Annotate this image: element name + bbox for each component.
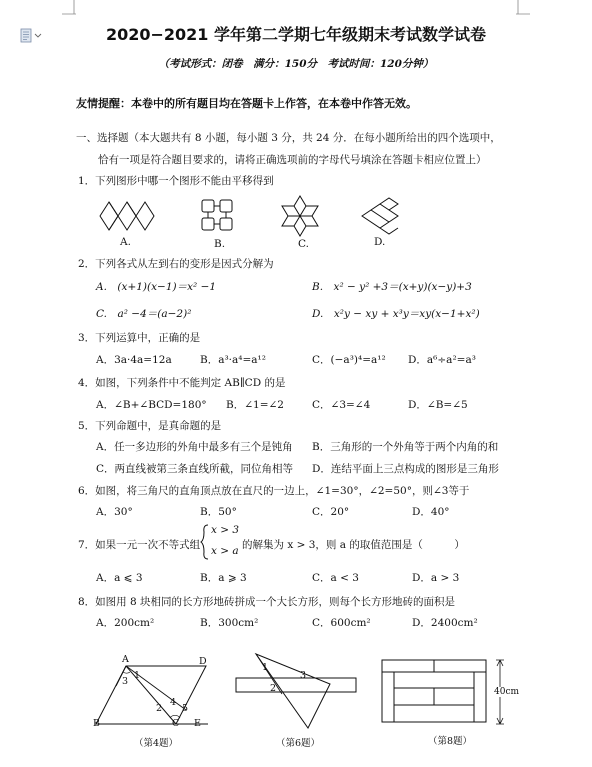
exam-info: （考试形式：闭卷 满分：150分 考试时间：120分钟） bbox=[158, 58, 434, 70]
q3-option-a: A．3a·4a=12a bbox=[96, 354, 172, 366]
fig4-caption: （第4题） bbox=[134, 738, 179, 749]
q7-option-a: A．a ⩽ 3 bbox=[96, 572, 143, 584]
q1-option-a: A. bbox=[120, 236, 131, 248]
fig4-label-3: 3 bbox=[122, 676, 129, 687]
q1-option-c: C. bbox=[298, 238, 309, 250]
section-instructions-line2: 恰有一项是符合题目要求的，请将正确选项前的字母代号填涂在答题卡相应位置上） bbox=[98, 154, 487, 166]
question-1-figures bbox=[96, 196, 556, 236]
crop-mark-top-left bbox=[62, 0, 76, 14]
friendly-reminder: 友情提醒：本卷中的所有题目均在答题卡上作答，在本卷中作答无效。 bbox=[76, 97, 417, 110]
q7-option-b: B．a ⩾ 3 bbox=[200, 572, 247, 584]
q7-option-d: D．a > 3 bbox=[412, 572, 460, 584]
page-title: 2020−2021 学年第二学期七年级期末考试数学试卷 bbox=[105, 25, 487, 44]
q3-option-d: D．a⁶÷a²=a³ bbox=[408, 354, 476, 366]
fig4-label-c: C bbox=[172, 718, 180, 729]
q6-option-a: A．30° bbox=[96, 506, 133, 518]
fig8-dimension-label: 40cm bbox=[494, 687, 520, 697]
figure-8-diagram bbox=[380, 658, 492, 726]
q5-option-c: C．两直线被第三条直线所截，同位角相等 bbox=[96, 463, 294, 475]
q6-option-b: B．50° bbox=[200, 506, 237, 518]
q2-option-b: B. x² − y² +3＝(x+y)(x−y)+3 bbox=[312, 281, 472, 293]
fig4-label-1: 1 bbox=[134, 670, 141, 681]
q8-option-c: C．600cm² bbox=[312, 617, 371, 629]
figure-a-rhombus-chain bbox=[100, 202, 154, 230]
q2-option-c: C. a² −4＝(a−2)² bbox=[96, 308, 192, 320]
figure-c-star bbox=[282, 196, 318, 236]
figure-d-rhombus-cluster bbox=[362, 198, 398, 234]
q5-option-d: D．连结平面上三点构成的图形是三角形 bbox=[312, 463, 499, 475]
question-3-stem: 3．下列运算中，正确的是 bbox=[78, 332, 201, 344]
q7-option-c: C．a < 3 bbox=[312, 572, 359, 584]
figure-b-four-squares bbox=[202, 200, 232, 230]
q2-option-a: A. (x+1)(x−1)＝x² −1 bbox=[96, 281, 217, 293]
q7-system-line1: x > 3 bbox=[211, 524, 240, 536]
fig4-label-b: B bbox=[93, 718, 100, 729]
fig4-label-e: E bbox=[194, 718, 201, 729]
fig6-label-2: 2 bbox=[270, 683, 277, 694]
q4-option-c: C．∠3=∠4 bbox=[312, 399, 371, 411]
fig6-label-3: 3 bbox=[300, 670, 307, 681]
q3-option-b: B．a³·a⁴=a¹² bbox=[200, 354, 266, 366]
question-7-stem-pre: 7．如果一元一次不等式组 bbox=[78, 539, 201, 551]
question-7-stem-post: 的解集为 x > 3，则 a 的取值范围是（ ） bbox=[242, 539, 465, 551]
fig4-label-a: A bbox=[122, 654, 129, 665]
q8-option-b: B．300cm² bbox=[200, 617, 259, 629]
fig6-label-1: 1 bbox=[262, 662, 269, 673]
q4-option-b: B．∠1=∠2 bbox=[226, 399, 284, 411]
question-2-stem: 2．下列各式从左到右的变形是因式分解为 bbox=[78, 258, 274, 270]
question-1-stem: 1．下列图形中哪一个图形不能由平移得到 bbox=[78, 175, 274, 187]
figure-6-diagram bbox=[234, 650, 364, 730]
fig4-label-2: 2 bbox=[156, 703, 163, 714]
question-8-stem: 8．如图用 8 块相同的长方形地砖拼成一个大长方形，则每个长方形地砖的面积是 bbox=[78, 596, 456, 608]
fig4-label-d: D bbox=[199, 656, 207, 667]
q2-option-d: D. x²y − xy + x³y＝xy(x−1+x²) bbox=[312, 308, 480, 320]
fig4-label-4: 4 bbox=[170, 697, 177, 708]
fig8-caption: （第8题） bbox=[428, 736, 473, 747]
q4-option-a: A．∠B+∠BCD=180° bbox=[96, 399, 207, 411]
section-instructions-line1: 一、选择题（本大题共有 8 小题，每小题 3 分，共 24 分．在每小题所给出的四个选项中， bbox=[76, 132, 501, 144]
q6-option-d: D．40° bbox=[412, 506, 450, 518]
crop-mark-top-right bbox=[516, 0, 530, 14]
q5-option-a: A．任一多边形的外角中最多有三个是钝角 bbox=[96, 441, 293, 453]
fig6-caption: （第6题） bbox=[276, 738, 321, 749]
q7-system-line2: x > a bbox=[211, 545, 239, 557]
q8-option-a: A．200cm² bbox=[96, 617, 155, 629]
q1-option-b: B. bbox=[214, 238, 226, 250]
question-5-stem: 5．下列命题中，是真命题的是 bbox=[78, 420, 222, 432]
question-6-stem: 6．如图，将三角尺的直角顶点放在直尺的一边上，∠1=30°，∠2=50°，则∠3等于 bbox=[78, 485, 470, 497]
q1-option-d: D. bbox=[374, 236, 386, 248]
q3-option-c: C．(−a³)⁴=a¹² bbox=[312, 354, 386, 366]
q4-option-d: D．∠B=∠5 bbox=[408, 399, 468, 411]
q5-option-b: B．三角形的一个外角等于两个内角的和 bbox=[312, 441, 499, 453]
question-4-stem: 4．如图，下列条件中不能判定 AB∥CD 的是 bbox=[78, 377, 286, 389]
fig4-label-5: 5 bbox=[182, 703, 189, 714]
brace-icon bbox=[200, 524, 210, 560]
q8-option-d: D．2400cm² bbox=[412, 617, 478, 629]
q6-option-c: C．20° bbox=[312, 506, 350, 518]
